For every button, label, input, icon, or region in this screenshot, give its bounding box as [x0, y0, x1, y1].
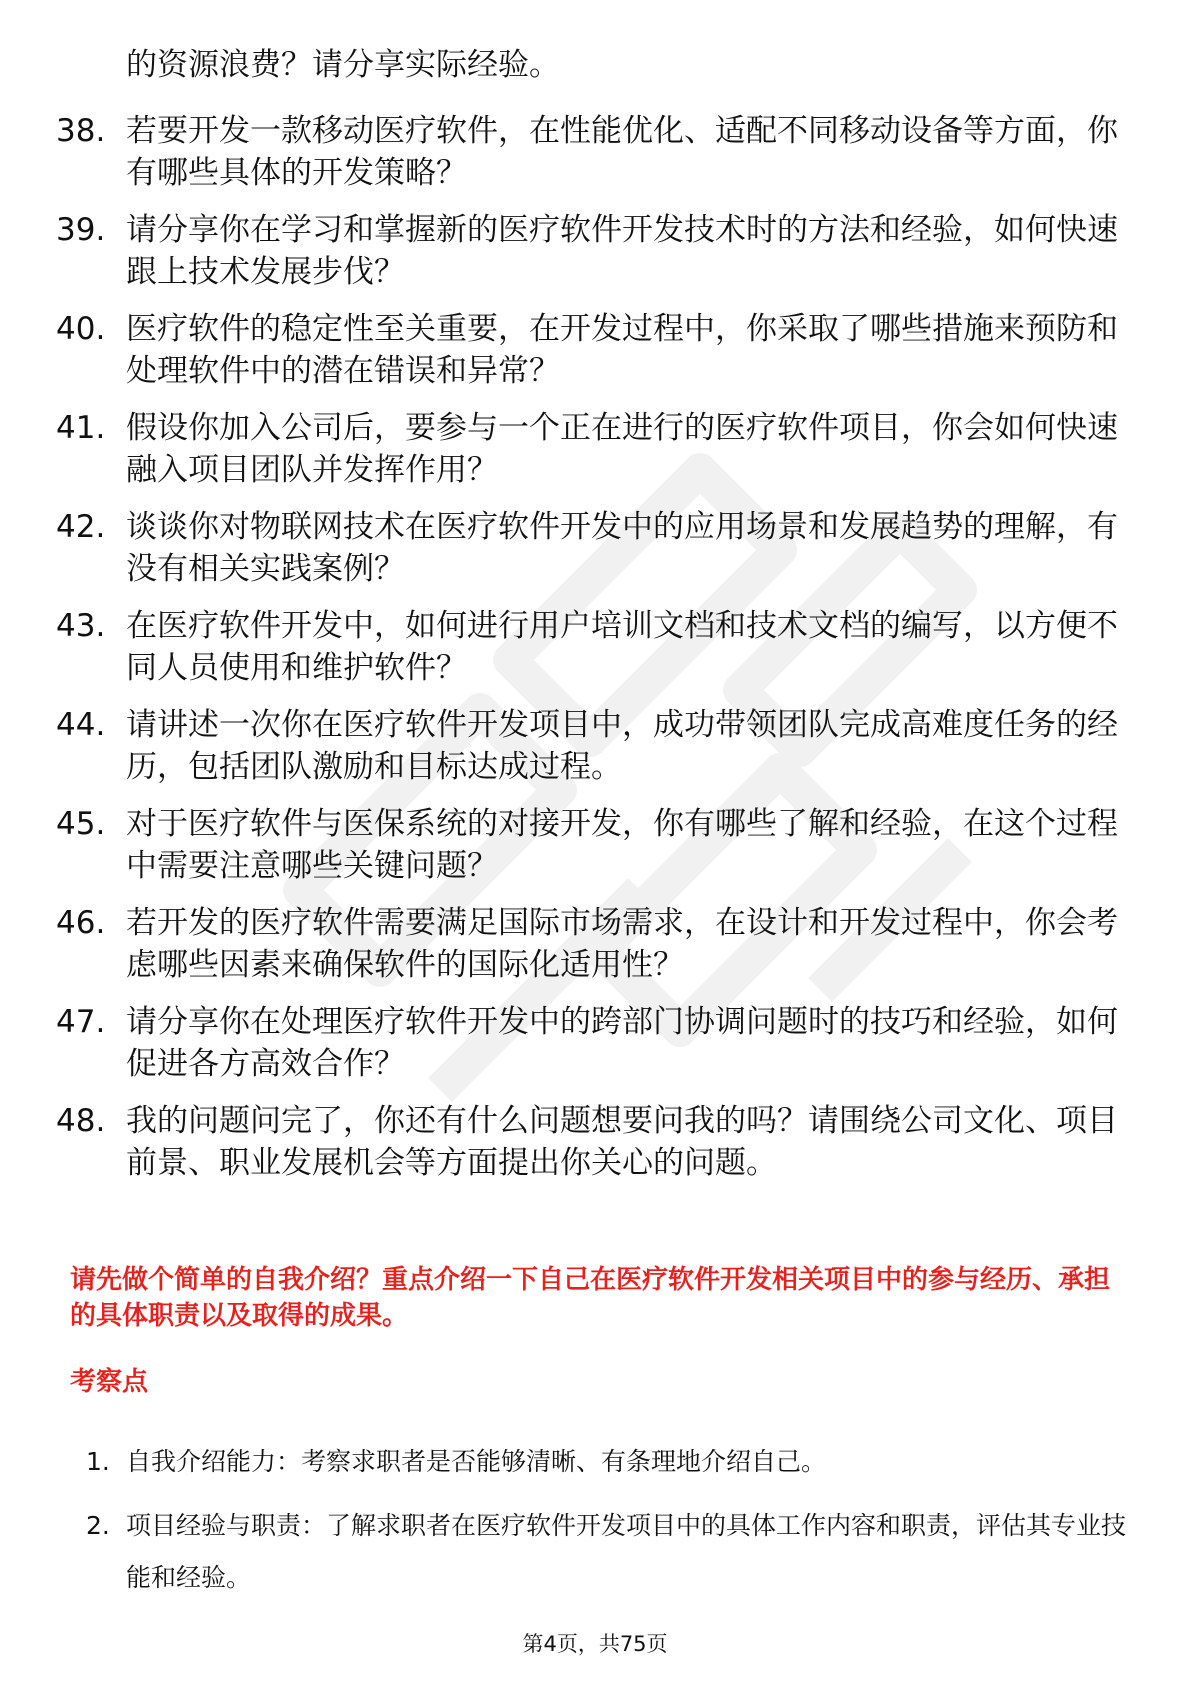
question-number: 46. [56, 905, 106, 941]
question-number: 38. [56, 113, 106, 149]
question-text: 对于医疗软件与医保系统的对接开发，你有哪些了解和经验，在这个过程中需要注意哪些关键问题？ [126, 806, 1118, 884]
list-item [56, 902, 1126, 986]
list-item [56, 209, 1126, 293]
question-number: 42. [56, 509, 106, 545]
assessment-points [86, 1436, 1126, 1616]
list-item [56, 308, 1126, 392]
list-item [56, 407, 1126, 491]
question-text: 请讲述一次你在医疗软件开发项目中，成功带领团队完成高难度任务的经历，包括团队激励和目标达成过程。 [126, 707, 1118, 785]
list-item [56, 1001, 1126, 1085]
question-number: 48. [56, 1103, 106, 1139]
section-heading: 考察点 [70, 1367, 149, 1397]
question-number: 40. [56, 311, 106, 347]
question-text: 医疗软件的稳定性至关重要，在开发过程中，你采取了哪些措施来预防和处理软件中的潜在错误和异常？ [126, 311, 1118, 389]
question-text: 若要开发一款移动医疗软件，在性能优化、适配不同移动设备等方面，你有哪些具体的开发策略？ [126, 113, 1118, 191]
list-item [86, 1500, 1126, 1604]
list-item [56, 704, 1126, 788]
list-item [56, 803, 1126, 887]
point-text: 自我介绍能力：考察求职者是否能够清晰、有条理地介绍自己。 [126, 1447, 827, 1476]
question-text: 请分享你在学习和掌握新的医疗软件开发技术时的方法和经验，如何快速跟上技术发展步伐？ [126, 212, 1118, 290]
list-item [56, 110, 1126, 194]
question-text: 我的问题问完了，你还有什么问题想要问我的吗？请围绕公司文化、项目前景、职业发展机会等方面提出你关心的问题。 [126, 1103, 1118, 1181]
question-text: 若开发的医疗软件需要满足国际市场需求，在设计和开发过程中，你会考虑哪些因素来确保软件的国际化适用性？ [126, 905, 1118, 983]
point-number: 2. [86, 1511, 110, 1540]
question-number: 45. [56, 806, 106, 842]
list-item [56, 506, 1126, 590]
list-item [86, 1436, 1126, 1488]
page-footer: 第4页，共75页 [522, 1632, 668, 1656]
question-text: 假设你加入公司后，要参与一个正在进行的医疗软件项目，你会如何快速融入项目团队并发挥作用？ [126, 410, 1118, 488]
question-number: 44. [56, 707, 106, 743]
question-number: 43. [56, 608, 106, 644]
list-item [56, 1100, 1126, 1184]
point-number: 1. [86, 1447, 110, 1476]
question-number: 41. [56, 410, 106, 446]
question-list [56, 110, 1126, 1199]
list-item [56, 605, 1126, 689]
continued-question-text: 的资源浪费？请分享实际经验。 [126, 47, 560, 83]
question-text: 请分享你在处理医疗软件开发中的跨部门协调问题时的技巧和经验，如何促进各方高效合作？ [126, 1004, 1118, 1082]
question-number: 47. [56, 1004, 106, 1040]
question-text: 谈谈你对物联网技术在医疗软件开发中的应用场景和发展趋势的理解，有没有相关实践案例？ [126, 509, 1118, 587]
highlighted-question: 请先做个简单的自我介绍？重点介绍一下自己在医疗软件开发相关项目中的参与经历、承担的具体职责以及取得的成果。 [70, 1265, 1111, 1331]
question-text: 在医疗软件开发中，如何进行用户培训文档和技术文档的编写，以方便不同人员使用和维护软件？ [126, 608, 1118, 686]
question-number: 39. [56, 212, 106, 248]
point-text: 项目经验与职责：了解求职者在医疗软件开发项目中的具体工作内容和职责，评估其专业技能和经验。 [126, 1511, 1127, 1592]
